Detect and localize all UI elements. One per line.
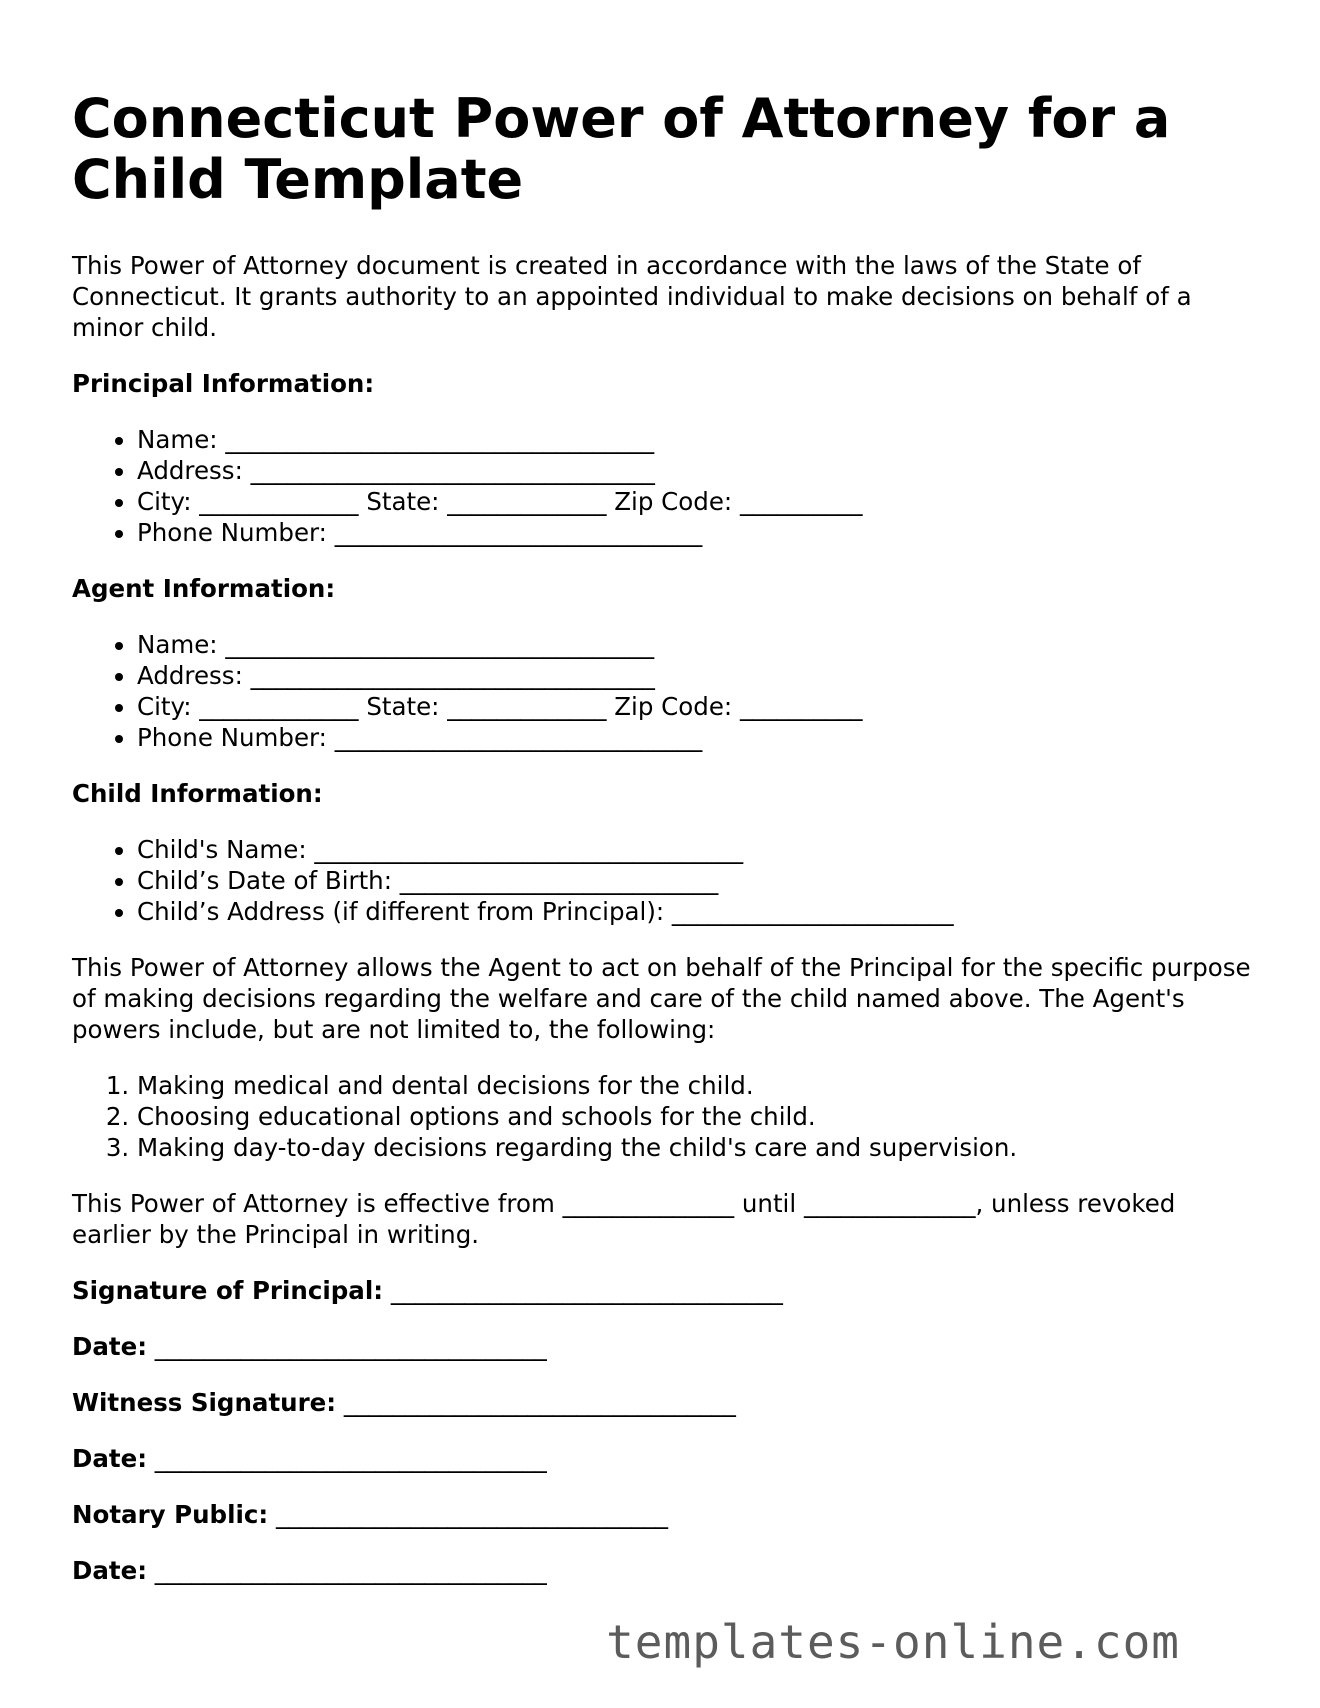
principal-date-line: [72, 1331, 1252, 1362]
child-address-field: • Child’s Address (if different from Principal): _______________________: [137, 896, 1252, 927]
document-title: Connecticut Power of Attorney for a Child Template: [72, 87, 1171, 211]
watermark: templates-online.com: [606, 1615, 1180, 1669]
child-fields: [72, 834, 1252, 927]
document-page: [72, 88, 1252, 1611]
notary-blank: ________________________________: [276, 1500, 669, 1529]
child-name-field: • Child's Name: ___________________________________: [137, 834, 1252, 865]
principal-heading: Principal Information:: [72, 369, 375, 398]
powers-list: [72, 1070, 1252, 1163]
principal-signature-label: Signature of Principal:: [72, 1276, 384, 1305]
principal-phone-field: • Phone Number: ______________________________: [137, 517, 1252, 548]
agent-name-field: • Name: ___________________________________: [137, 629, 1252, 660]
agent-address-field: • Address: _________________________________: [137, 660, 1252, 691]
effective-period-paragraph: This Power of Attorney is effective from ______________ until ______________, unless revoked earlier by the Principal in writing.: [72, 1189, 1176, 1249]
agent-phone-field: • Phone Number: ______________________________: [137, 722, 1252, 753]
witness-date-line: [72, 1443, 1252, 1474]
child-dob-field: • Child’s Date of Birth: __________________________: [137, 865, 1252, 896]
intro-paragraph: This Power of Attorney document is created in accordance with the laws of the State of Connecticut. It grants authority to an appointed individual to make decisions on behalf of a minor child.: [72, 251, 1192, 342]
notary-label: Notary Public:: [72, 1500, 269, 1529]
principal-signature-line: [72, 1275, 1252, 1306]
principal-signature-blank: ________________________________: [390, 1276, 783, 1305]
principal-address-field: • Address: _________________________________: [137, 455, 1252, 486]
notary-date-label: Date:: [72, 1556, 147, 1585]
principal-name-field: • Name: ___________________________________: [137, 424, 1252, 455]
power-item: 1. Making medical and dental decisions for the child.: [137, 1070, 1252, 1101]
agent-heading: Agent Information:: [72, 574, 336, 603]
power-item: 2. Choosing educational options and schools for the child.: [137, 1101, 1252, 1132]
notary-date-line: [72, 1555, 1252, 1586]
principal-date-label: Date:: [72, 1332, 147, 1361]
witness-signature-blank: ________________________________: [343, 1388, 736, 1417]
principal-fields: [72, 424, 1252, 548]
agent-city-state-zip-field: • City: _____________ State: _____________ Zip Code: __________: [137, 691, 1252, 722]
principal-city-state-zip-field: • City: _____________ State: _____________ Zip Code: __________: [137, 486, 1252, 517]
powers-intro-paragraph: This Power of Attorney allows the Agent to act on behalf of the Principal for the specific purpose of making decisions regarding the welfare and care of the child named above. The Agent's powers include, but are not limited to, the following:: [72, 953, 1251, 1044]
child-heading: Child Information:: [72, 779, 323, 808]
witness-date-blank: ________________________________: [154, 1444, 547, 1473]
notary-date-blank: ________________________________: [154, 1556, 547, 1585]
principal-date-blank: ________________________________: [154, 1332, 547, 1361]
power-item: 3. Making day-to-day decisions regarding the child's care and supervision.: [137, 1132, 1252, 1163]
witness-signature-label: Witness Signature:: [72, 1388, 337, 1417]
witness-date-label: Date:: [72, 1444, 147, 1473]
notary-line: [72, 1499, 1252, 1530]
witness-signature-line: [72, 1387, 1252, 1418]
agent-fields: [72, 629, 1252, 753]
